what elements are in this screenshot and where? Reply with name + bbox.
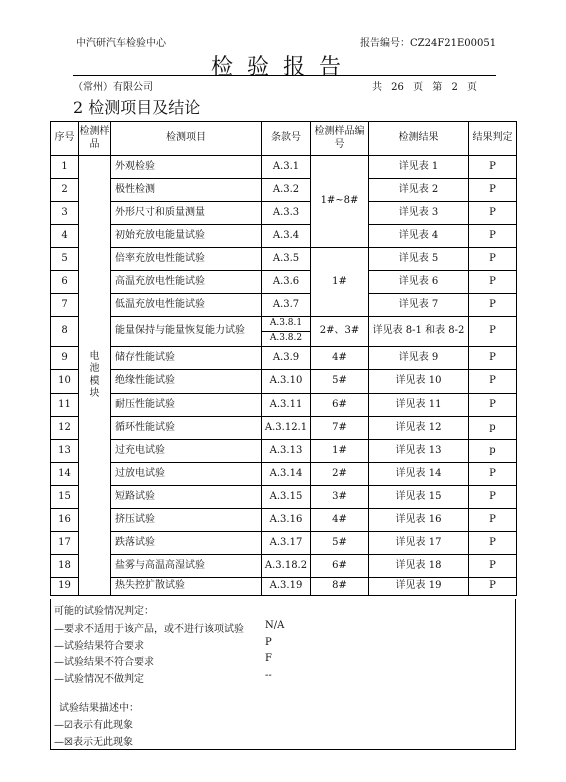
cell-item: 倍率充放电性能试验 xyxy=(111,248,262,271)
cell-item: 耐压性能试验 xyxy=(111,394,262,417)
cell-clause: A.3.11 xyxy=(262,394,311,417)
cell-verdict: P xyxy=(469,486,517,509)
legend-label: —要求不适用于该产品，或不进行该项试验 xyxy=(54,624,244,635)
cell-seq: 10 xyxy=(51,370,79,394)
report-title: 检验报告 xyxy=(210,55,355,80)
cell-result: 详见表 1 xyxy=(369,156,469,179)
cell-clause: A.3.18.2 xyxy=(262,555,311,578)
cell-clause: A.3.10 xyxy=(262,370,311,394)
cell-sample-no: 8# xyxy=(311,578,369,596)
cell-clause: A.3.1 xyxy=(262,156,311,179)
cell-sample-no: 5# xyxy=(311,370,369,394)
legend-heading: 可能的试验情况判定： xyxy=(54,606,154,617)
table-row xyxy=(51,271,517,294)
cell-verdict: P xyxy=(469,294,517,317)
cell-seq: 5 xyxy=(51,248,79,271)
table-row xyxy=(51,532,517,555)
cell-verdict: P xyxy=(469,317,517,347)
cell-clause: A.3.13 xyxy=(262,440,311,463)
table-row xyxy=(51,156,517,179)
cell-sample-no: 3# xyxy=(311,486,369,509)
cell-clause: A.3.7 xyxy=(262,294,311,317)
cell-verdict: p xyxy=(469,440,517,463)
cell-result: 详见表 13 xyxy=(369,440,469,463)
cell-verdict: p xyxy=(469,417,517,440)
cell-verdict: P xyxy=(469,555,517,578)
table-row xyxy=(51,225,517,248)
cell-verdict: P xyxy=(469,179,517,202)
cell-result: 详见表 9 xyxy=(369,347,469,370)
cell-verdict: P xyxy=(469,370,517,394)
cell-result: 详见表 16 xyxy=(369,509,469,532)
cell-seq: 17 xyxy=(51,532,79,555)
cell-result: 详见表 5 xyxy=(369,248,469,271)
cell-sample-no: 2#、3# xyxy=(311,317,369,347)
cell-item: 高温充放电性能试验 xyxy=(111,271,262,294)
cell-item: 过放电试验 xyxy=(111,463,262,486)
table-row xyxy=(51,179,517,202)
cell-sample-no: 2# xyxy=(311,463,369,486)
cell-result: 详见表 4 xyxy=(369,225,469,248)
cell-result: 详见表 7 xyxy=(369,294,469,317)
cell-item: 跌落试验 xyxy=(111,532,262,555)
sample-name-cell: 电池模块 xyxy=(79,156,111,596)
table-row xyxy=(51,486,517,509)
cell-seq: 3 xyxy=(51,202,79,225)
table-row xyxy=(51,417,517,440)
org-name: 中汽研汽车检验中心 xyxy=(76,38,166,49)
cell-sample-no: 6# xyxy=(311,394,369,417)
cell-item: 热失控扩散试验 xyxy=(111,578,262,596)
cell-clause: A.3.17 xyxy=(262,532,311,555)
cell-clause: A.3.4 xyxy=(262,225,311,248)
cell-verdict: P xyxy=(469,347,517,370)
cell-item: 循环性能试验 xyxy=(111,417,262,440)
legend-label: —试验结果不符合要求 xyxy=(54,657,154,668)
cell-clause: A.3.8.2 xyxy=(262,332,311,347)
cell-verdict: P xyxy=(469,463,517,486)
header-rule xyxy=(73,75,496,76)
cell-item: 短路试验 xyxy=(111,486,262,509)
cell-result: 详见表 18 xyxy=(369,555,469,578)
header-seq: 序号 xyxy=(51,122,79,156)
cell-result: 详见表 8-1 和表 8-2 xyxy=(369,317,469,347)
cell-item: 过充电试验 xyxy=(111,440,262,463)
cell-verdict: P xyxy=(469,156,517,179)
table-header-row xyxy=(51,122,517,156)
cell-seq: 15 xyxy=(51,486,79,509)
cell-clause: A.3.14 xyxy=(262,463,311,486)
cell-item: 低温充放电性能试验 xyxy=(111,294,262,317)
cell-seq: 4 xyxy=(51,225,79,248)
cell-item: 极性检测 xyxy=(111,179,262,202)
cell-seq: 14 xyxy=(51,463,79,486)
cell-seq: 13 xyxy=(51,440,79,463)
cell-verdict: P xyxy=(469,202,517,225)
verdict-legend xyxy=(50,599,516,750)
cell-clause: A.3.15 xyxy=(262,486,311,509)
cell-item: 储存性能试验 xyxy=(111,347,262,370)
cell-verdict: P xyxy=(469,578,517,596)
table-row xyxy=(51,202,517,225)
legend-label: —试验情况不做判定 xyxy=(54,674,144,685)
table-row xyxy=(51,509,517,532)
cell-sample-no: 4# xyxy=(311,509,369,532)
cell-seq: 18 xyxy=(51,555,79,578)
cell-item: 挤压试验 xyxy=(111,509,262,532)
cell-clause: A.3.9 xyxy=(262,347,311,370)
cell-result: 详见表 15 xyxy=(369,486,469,509)
cell-item: 盐雾与高温高湿试验 xyxy=(111,555,262,578)
report-number: 报告编号：CZ24F21E00051 xyxy=(360,38,497,49)
cell-clause: A.3.5 xyxy=(262,248,311,271)
header-result: 检测结果 xyxy=(369,122,469,156)
header-item: 检测项目 xyxy=(111,122,262,156)
cell-sample-no: 7# xyxy=(311,417,369,440)
cell-seq: 6 xyxy=(51,271,79,294)
cell-sample-no: 1# xyxy=(311,440,369,463)
cell-clause: A.3.19 xyxy=(262,578,311,596)
cell-verdict: P xyxy=(469,394,517,417)
cell-sample-no: 1# xyxy=(311,248,369,317)
cell-verdict: P xyxy=(469,271,517,294)
header-sample-no: 检测样品编号 xyxy=(311,122,369,156)
table-row xyxy=(51,317,517,332)
desc-heading: 试验结果描述中： xyxy=(59,703,139,714)
cell-item: 绝缘性能试验 xyxy=(111,370,262,394)
header-clause: 条款号 xyxy=(262,122,311,156)
cell-item: 外形尺寸和质量测量 xyxy=(111,202,262,225)
table-row xyxy=(51,394,517,417)
cell-clause: A.3.2 xyxy=(262,179,311,202)
table-row xyxy=(51,555,517,578)
legend-value: P xyxy=(265,637,272,648)
company-name: （常州）有限公司 xyxy=(73,82,153,93)
cell-seq: 11 xyxy=(51,394,79,417)
table-row xyxy=(51,294,517,317)
cell-result: 详见表 19 xyxy=(369,578,469,596)
cell-result: 详见表 6 xyxy=(369,271,469,294)
cell-seq: 19 xyxy=(51,578,79,596)
table-row xyxy=(51,370,517,394)
table-row xyxy=(51,248,517,271)
table-row xyxy=(51,440,517,463)
cell-clause: A.3.6 xyxy=(262,271,311,294)
cell-seq: 12 xyxy=(51,417,79,440)
table-row xyxy=(51,463,517,486)
cell-clause: A.3.8.1 xyxy=(262,317,311,332)
cell-result: 详见表 17 xyxy=(369,532,469,555)
cell-verdict: P xyxy=(469,532,517,555)
cell-item: 外观检验 xyxy=(111,156,262,179)
cell-sample-no: 1#~8# xyxy=(311,156,369,248)
legend-value: F xyxy=(265,653,272,664)
section-title: 2 检测项目及结论 xyxy=(73,98,201,117)
cell-verdict: P xyxy=(469,248,517,271)
cell-clause: A.3.16 xyxy=(262,509,311,532)
cell-clause: A.3.3 xyxy=(262,202,311,225)
cell-verdict: P xyxy=(469,225,517,248)
legend-value: N/A xyxy=(265,620,285,631)
desc-yes: —☑表示有此现象 xyxy=(54,720,133,731)
cell-result: 详见表 3 xyxy=(369,202,469,225)
header-sample: 检测样品 xyxy=(79,122,111,156)
results-table xyxy=(50,121,517,596)
desc-no: —☒表示无此现象 xyxy=(54,737,133,748)
table-row xyxy=(51,578,517,596)
cell-clause: A.3.12.1 xyxy=(262,417,311,440)
header-verdict: 结果判定 xyxy=(469,122,517,156)
cell-seq: 8 xyxy=(51,317,79,347)
legend-label: —试验结果符合要求 xyxy=(54,641,144,652)
cell-result: 详见表 2 xyxy=(369,179,469,202)
page-info: 共 26 页 第 2 页 xyxy=(372,82,477,93)
cell-seq: 7 xyxy=(51,294,79,317)
cell-result: 详见表 11 xyxy=(369,394,469,417)
cell-item: 初始充放电能量试验 xyxy=(111,225,262,248)
cell-seq: 16 xyxy=(51,509,79,532)
cell-result: 详见表 10 xyxy=(369,370,469,394)
cell-verdict: P xyxy=(469,509,517,532)
cell-seq: 2 xyxy=(51,179,79,202)
table-row xyxy=(51,347,517,370)
cell-seq: 9 xyxy=(51,347,79,370)
cell-sample-no: 5# xyxy=(311,532,369,555)
cell-result: 详见表 12 xyxy=(369,417,469,440)
cell-sample-no: 6# xyxy=(311,555,369,578)
cell-seq: 1 xyxy=(51,156,79,179)
cell-result: 详见表 14 xyxy=(369,463,469,486)
cell-sample-no: 4# xyxy=(311,347,369,370)
cell-item: 能量保持与能量恢复能力试验 xyxy=(111,317,262,347)
legend-value: -- xyxy=(265,670,272,681)
